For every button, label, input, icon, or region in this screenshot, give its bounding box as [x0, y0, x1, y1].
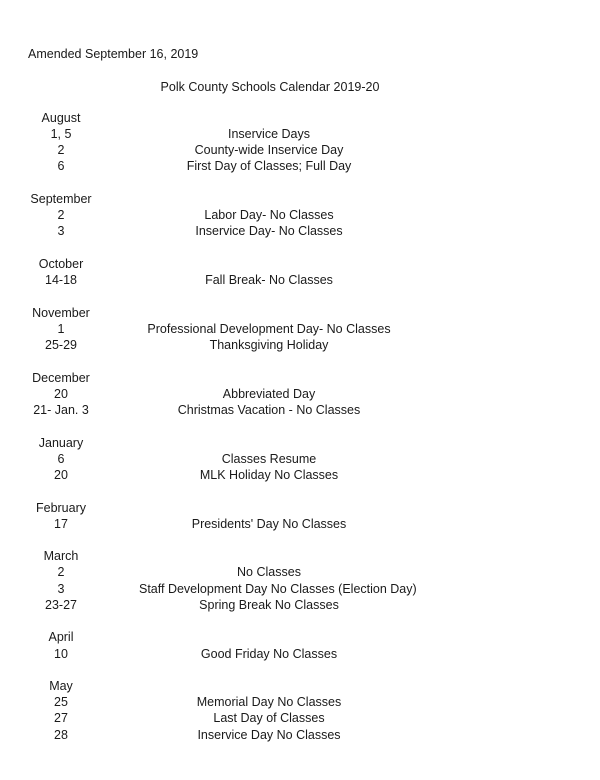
month-section-january: [0, 435, 600, 483]
entry-date: 6: [57, 159, 65, 174]
month-section-september: [0, 191, 600, 239]
calendar-entry: [0, 158, 600, 174]
entry-event: No Classes: [237, 565, 301, 580]
month-section-april: [0, 629, 600, 661]
month-header-row: [0, 435, 600, 451]
entry-date: 28: [54, 727, 68, 742]
entry-date: 21- Jan. 3: [33, 402, 89, 417]
entry-event: Inservice Day No Classes: [197, 727, 341, 742]
entry-event: Inservice Day- No Classes: [195, 224, 343, 239]
amended-date: Amended September 16, 2019: [28, 47, 199, 61]
month-section-march: [0, 548, 600, 613]
calendar-list: [0, 110, 600, 759]
calendar-entry: [0, 727, 600, 743]
month-header-row: [0, 629, 600, 645]
calendar-entry: [0, 142, 600, 158]
entry-date: 3: [57, 581, 65, 596]
month-header-row: [0, 305, 600, 321]
entry-date: 2: [57, 208, 65, 223]
entry-event: Last Day of Classes: [213, 711, 325, 726]
month-name: April: [48, 630, 74, 645]
month-header-row: [0, 256, 600, 272]
entry-date: 1: [57, 321, 65, 336]
calendar-entry: [0, 126, 600, 142]
calendar-entry: [0, 402, 600, 418]
entry-event: Professional Development Day- No Classes: [147, 321, 391, 336]
calendar-entry: [0, 223, 600, 239]
calendar-entry: [0, 451, 600, 467]
entry-event: Christmas Vacation - No Classes: [177, 402, 361, 417]
calendar-entry: [0, 321, 600, 337]
entry-date: 1, 5: [50, 127, 72, 142]
entry-event: County-wide Inservice Day: [194, 143, 344, 158]
entry-date: 25-29: [45, 338, 77, 353]
calendar-entry: [0, 467, 600, 483]
entry-date: 27: [54, 711, 68, 726]
month-header-row: [0, 191, 600, 207]
calendar-entry: [0, 207, 600, 223]
entry-date: 6: [57, 451, 65, 466]
calendar-entry: [0, 694, 600, 710]
entry-date: 17: [54, 516, 68, 531]
month-header-row: [0, 548, 600, 564]
entry-event: Thanksgiving Holiday: [209, 338, 329, 353]
entry-event: Good Friday No Classes: [200, 646, 338, 661]
entry-event: Spring Break No Classes: [199, 597, 339, 612]
entry-date: 14-18: [45, 273, 77, 288]
month-section-february: [0, 500, 600, 532]
entry-event: Memorial Day No Classes: [196, 695, 342, 710]
month-header-row: [0, 110, 600, 126]
month-name: May: [49, 679, 73, 694]
month-header-row: [0, 500, 600, 516]
calendar-entry: [0, 272, 600, 288]
calendar-entry: [0, 597, 600, 613]
entry-date: 20: [54, 386, 68, 401]
calendar-entry: [0, 516, 600, 532]
month-header-row: [0, 370, 600, 386]
entry-event: Labor Day- No Classes: [204, 208, 334, 223]
calendar-entry: [0, 581, 600, 597]
calendar-entry: [0, 564, 600, 580]
calendar-entry: [0, 710, 600, 726]
entry-date: 23-27: [45, 597, 77, 612]
calendar-entry: [0, 646, 600, 662]
month-name: November: [32, 305, 90, 320]
entry-event: Inservice Days: [228, 127, 310, 142]
entry-date: 10: [54, 646, 68, 661]
entry-event: Abbreviated Day: [222, 386, 316, 401]
month-section-october: [0, 256, 600, 288]
month-name: September: [30, 192, 92, 207]
entry-event: Staff Development Day No Classes (Election Day): [139, 581, 417, 596]
month-name: December: [32, 370, 90, 385]
entry-date: 20: [54, 467, 68, 482]
entry-event: Classes Resume: [221, 451, 317, 466]
calendar-entry: [0, 337, 600, 353]
month-name: August: [41, 111, 81, 125]
entry-date: 3: [57, 224, 65, 239]
month-section-august: [0, 110, 600, 175]
month-section-december: [0, 370, 600, 418]
page-title: Polk County Schools Calendar 2019-20: [160, 80, 380, 94]
month-section-may: [0, 678, 600, 743]
month-header-row: [0, 678, 600, 694]
entry-date: 2: [57, 565, 65, 580]
entry-date: 25: [54, 695, 68, 710]
month-name: March: [43, 549, 79, 564]
entry-date: 2: [57, 143, 65, 158]
calendar-entry: [0, 386, 600, 402]
entry-event: Fall Break- No Classes: [205, 273, 333, 288]
entry-event: Presidents' Day No Classes: [191, 516, 347, 531]
month-section-november: [0, 305, 600, 353]
month-name: February: [35, 500, 87, 515]
month-name: October: [38, 256, 84, 271]
entry-event: First Day of Classes; Full Day: [186, 159, 352, 174]
entry-event: MLK Holiday No Classes: [199, 467, 339, 482]
month-name: January: [38, 435, 84, 450]
